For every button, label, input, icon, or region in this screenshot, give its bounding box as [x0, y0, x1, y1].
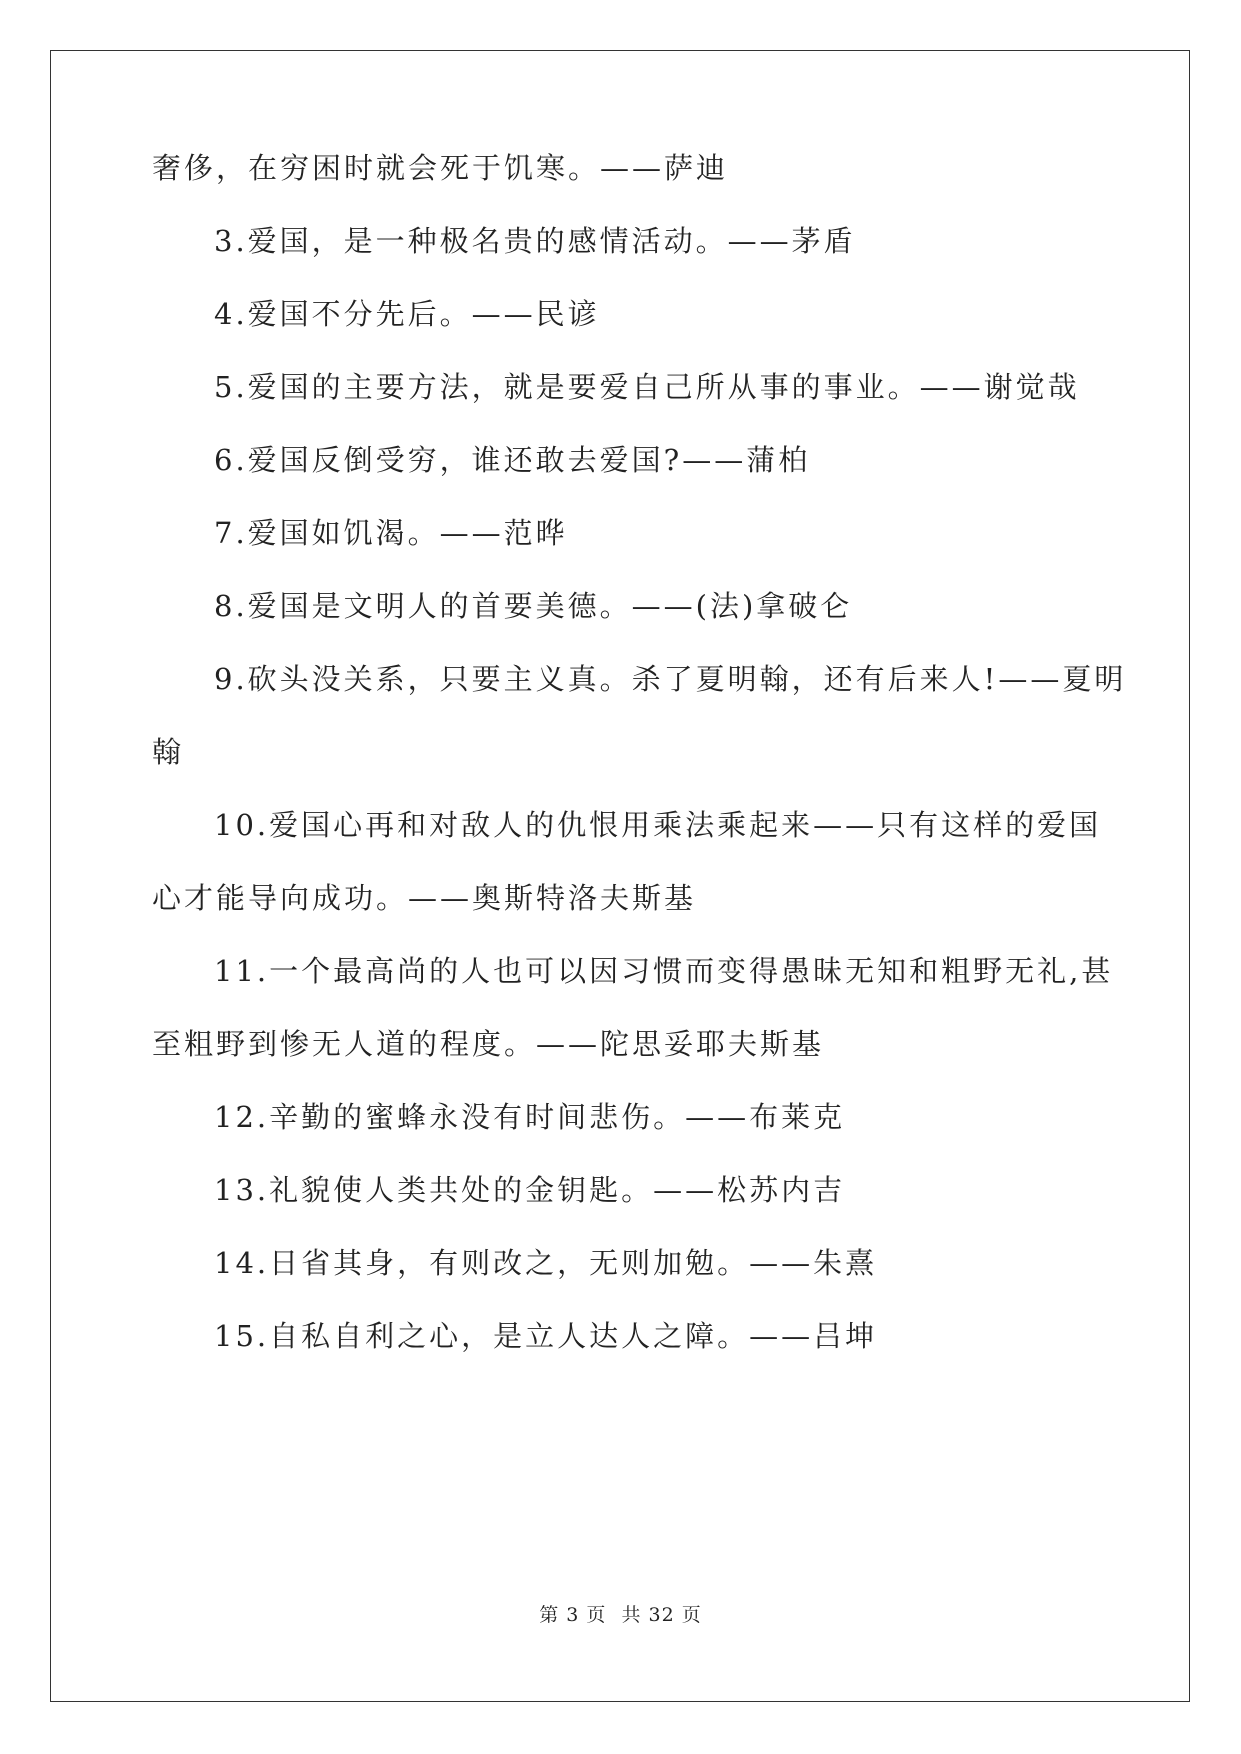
page-total: 共 32 页 — [621, 1604, 702, 1626]
text-line: 4.爱国不分先后。——民谚 — [214, 297, 600, 331]
page-number: 第 3 页 — [539, 1604, 607, 1626]
text-line: 6.爱国反倒受穷，谁还敢去爱国?——蒲柏 — [214, 443, 811, 477]
text-line: 翰 — [152, 735, 185, 769]
text-line: 心才能导向成功。——奥斯特洛夫斯基 — [152, 881, 697, 915]
text-line: 15.自私自利之心，是立人达人之障。——吕坤 — [214, 1319, 878, 1353]
page-footer — [0, 1600, 1241, 1627]
text-line: 12.辛勤的蜜蜂永没有时间悲伤。——布莱克 — [214, 1100, 846, 1134]
text-line: 11.一个最高尚的人也可以因习惯而变得愚昧无知和粗野无礼,甚 — [214, 954, 1114, 988]
text-line: 奢侈，在穷困时就会死于饥寒。——萨迪 — [152, 151, 729, 185]
text-line: 至粗野到惨无人道的程度。——陀思妥耶夫斯基 — [152, 1027, 825, 1061]
text-line: 7.爱国如饥渴。——范晔 — [214, 516, 568, 550]
text-line: 8.爱国是文明人的首要美德。——(法)拿破仑 — [214, 589, 853, 623]
text-line: 10.爱国心再和对敌人的仇恨用乘法乘起来——只有这样的爱国 — [214, 808, 1102, 842]
text-line: 9.砍头没关系，只要主义真。杀了夏明翰，还有后来人!——夏明 — [214, 662, 1127, 696]
text-line: 13.礼貌使人类共处的金钥匙。——松苏内吉 — [214, 1173, 846, 1207]
text-line: 3.爱国，是一种极名贵的感情活动。——茅盾 — [214, 224, 856, 258]
text-line: 5.爱国的主要方法，就是要爱自己所从事的事业。——谢觉哉 — [214, 370, 1080, 404]
text-line: 14.日省其身，有则改之，无则加勉。——朱熹 — [214, 1246, 878, 1280]
